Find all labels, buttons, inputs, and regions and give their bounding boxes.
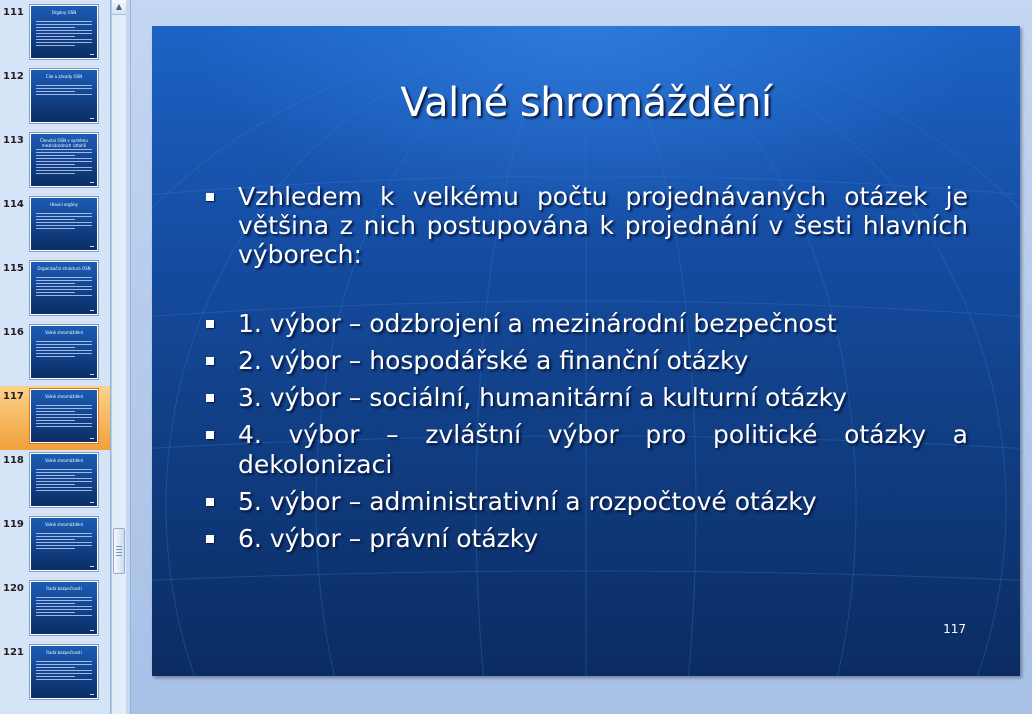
square-bullet-icon [206, 193, 214, 201]
slide-thumbnail-116[interactable] [0, 322, 110, 386]
bullet-text: 4. výbor – zvláštní výbor pro politické otázky a dekolonizaci [238, 420, 968, 479]
thumbnail-text-line [36, 88, 92, 89]
thumbnail-text-line [36, 679, 92, 680]
thumbnail-text-line [36, 545, 92, 546]
thumbnail-text-line [36, 216, 92, 217]
thumbnail-text-line [36, 42, 92, 43]
thumbnail-frame[interactable] [29, 580, 99, 636]
thumbnail-frame[interactable] [29, 644, 99, 700]
thumbnail-text-line [36, 45, 75, 46]
scroll-up-arrow-icon[interactable]: ▲ [112, 0, 126, 15]
thumbnail-text-line [36, 161, 92, 162]
thumbnail-preview [31, 390, 97, 442]
thumbnail-page-mark [90, 246, 94, 247]
thumbnail-text-line [36, 350, 92, 351]
slide-thumbnail-120[interactable] [0, 578, 110, 642]
scrollbar-thumb[interactable] [113, 528, 125, 574]
slide-thumbnail-114[interactable] [0, 194, 110, 258]
thumbnail-title: Valné shromáždění [45, 522, 83, 527]
thumbnail-text-line [36, 670, 92, 671]
thumbnail-number: 119 [3, 519, 24, 530]
thumbnail-text-line [36, 155, 75, 156]
square-bullet-icon [206, 431, 214, 439]
slide-thumbnail-119[interactable] [0, 514, 110, 578]
thumbnail-text-line [36, 423, 92, 424]
thumbnail-title: Valné shromáždění [45, 394, 83, 399]
thumbnail-text-line [36, 600, 92, 601]
thumbnail-text-line [36, 295, 92, 296]
bullet-item-2[interactable] [204, 346, 968, 376]
thumbnail-frame[interactable] [29, 452, 99, 508]
thumbnail-text-line [36, 27, 75, 28]
thumbnail-text-lines [36, 21, 92, 48]
thumbnail-text-line [36, 606, 92, 607]
thumbnail-text-line [36, 548, 75, 549]
thumbnail-number: 111 [3, 7, 24, 18]
thumbnail-text-line [36, 478, 92, 479]
thumbnail-text-line [36, 597, 92, 598]
thumbnail-text-line [36, 170, 92, 171]
thumbnail-number: 114 [3, 199, 24, 210]
thumbnail-text-line [36, 280, 92, 281]
thumbnail-text-line [36, 539, 75, 540]
bullet-item-5[interactable] [204, 487, 968, 517]
thumbnail-title: Organizační struktura OSN [37, 266, 91, 271]
thumbnail-number: 120 [3, 583, 24, 594]
thumbnail-page-mark [90, 502, 94, 503]
thumbnail-text-line [36, 277, 92, 278]
thumbnail-text-line [36, 469, 92, 470]
thumbnail-text-lines [36, 469, 92, 493]
thumbnail-text-lines [36, 149, 92, 176]
thumbnail-text-line [36, 21, 92, 22]
thumbnail-frame[interactable] [29, 68, 99, 124]
current-slide[interactable] [152, 26, 1020, 676]
thumbnail-text-line [36, 353, 92, 354]
thumbnail-text-line [36, 487, 92, 488]
thumbnail-text-line [36, 475, 75, 476]
slide-thumbnail-113[interactable] [0, 130, 110, 194]
thumbnail-text-line [36, 347, 75, 348]
thumbnail-preview [31, 70, 97, 122]
slide-thumbnail-118[interactable] [0, 450, 110, 514]
thumbnail-frame[interactable] [29, 324, 99, 380]
thumbnail-text-line [36, 213, 92, 214]
bullet-intro[interactable] [204, 182, 968, 269]
thumbnail-title: Valné shromáždění [45, 330, 83, 335]
thumbnail-text-line [36, 94, 92, 95]
thumbnail-text-line [36, 158, 92, 159]
thumbnail-number: 121 [3, 647, 24, 658]
thumbnail-page-mark [90, 182, 94, 183]
thumbnail-text-line [36, 472, 92, 473]
thumbnail-preview [31, 262, 97, 314]
slide-number: 117 [943, 622, 966, 636]
thumbnail-text-lines [36, 533, 92, 551]
thumbnail-frame[interactable] [29, 4, 99, 60]
thumbnail-text-lines [36, 597, 92, 618]
thumbnail-text-lines [36, 341, 92, 359]
thumbnail-text-line [36, 39, 92, 40]
slide-thumbnails-pane [0, 0, 111, 714]
thumbnail-preview [31, 454, 97, 506]
thumbnail-text-line [36, 219, 75, 220]
thumbnail-title: Rada bezpečnosti [46, 586, 82, 591]
thumbnail-text-line [36, 676, 75, 677]
bullet-item-4[interactable] [204, 420, 968, 480]
square-bullet-icon [206, 498, 214, 506]
thumbnail-text-line [36, 664, 92, 665]
square-bullet-icon [206, 357, 214, 365]
thumbnail-text-line [36, 341, 92, 342]
thumbnail-text-line [36, 609, 92, 610]
thumbnail-text-line [36, 417, 92, 418]
thumbnail-text-line [36, 164, 75, 165]
thumbnail-preview [31, 198, 97, 250]
thumbnail-text-lines [36, 405, 92, 429]
thumbnail-preview [31, 326, 97, 378]
thumbnail-text-line [36, 289, 92, 290]
thumbnail-page-mark [90, 374, 94, 375]
thumbnail-page-mark [90, 118, 94, 119]
bullet-item-3[interactable] [204, 383, 968, 413]
thumbnail-text-line [36, 533, 92, 534]
thumbnail-text-line [36, 149, 92, 150]
thumbnail-text-line [36, 673, 92, 674]
thumbnail-title: Hlavní orgány [50, 202, 78, 207]
slide-thumbnail-111[interactable] [0, 2, 110, 66]
thumbnail-text-line [36, 612, 75, 613]
thumbnail-preview [31, 582, 97, 634]
thumbnail-number: 112 [3, 71, 24, 82]
thumbnail-text-line [36, 344, 92, 345]
slide-bullet-list[interactable] [204, 182, 968, 561]
thumbnail-text-line [36, 420, 75, 421]
thumbnail-text-line [36, 85, 92, 86]
square-bullet-icon [206, 535, 214, 543]
thumbnail-number: 116 [3, 327, 24, 338]
thumbnail-text-line [36, 36, 75, 37]
thumbnail-text-lines [36, 213, 92, 231]
thumbnail-title: Orgány OSN [51, 10, 77, 15]
thumbnail-text-line [36, 292, 75, 293]
slide-title[interactable]: Valné shromáždění [400, 80, 772, 126]
thumbnail-number: 117 [3, 391, 24, 402]
thumbnail-text-line [36, 152, 92, 153]
slide-thumbnail-112[interactable] [0, 66, 110, 130]
thumbnail-preview [31, 6, 97, 58]
thumbnail-text-line [36, 167, 92, 168]
thumbnail-page-mark [90, 438, 94, 439]
thumbnail-text-line [36, 667, 75, 668]
thumbnail-text-line [36, 30, 92, 31]
thumbnail-text-line [36, 411, 75, 412]
slide-thumbnail-115[interactable] [0, 258, 110, 322]
thumbnail-text-line [36, 91, 75, 92]
bullet-text: 1. výbor – odzbrojení a mezinárodní bezpečnost [238, 309, 837, 338]
bullet-item-1[interactable] [204, 309, 968, 339]
thumbnail-page-mark [90, 54, 94, 55]
thumbnail-text-line [36, 603, 75, 604]
thumbnail-text-line [36, 222, 92, 223]
slide-thumbnail-121[interactable] [0, 642, 110, 706]
slide-thumbnail-117[interactable] [0, 386, 110, 450]
square-bullet-icon [206, 320, 214, 328]
bullet-text: 3. výbor – sociální, humanitární a kulturní otázky [238, 383, 847, 412]
thumbnail-frame[interactable] [29, 132, 99, 188]
thumbnail-text-line [36, 33, 92, 34]
bullet-text: 2. výbor – hospodářské a finanční otázky [238, 346, 749, 375]
thumbnail-title: Valné shromáždění [45, 458, 83, 463]
thumbnail-preview [31, 518, 97, 570]
thumbnail-preview [31, 646, 97, 698]
thumbnail-number: 115 [3, 263, 24, 274]
bullet-item-6[interactable] [204, 524, 968, 554]
thumbnail-title: Členství OSN v systému mezinárodních vztahů [40, 138, 88, 148]
thumbnail-text-line [36, 426, 92, 427]
thumbnail-text-lines [36, 661, 92, 682]
thumbnail-text-line [36, 484, 75, 485]
thumbnail-text-line [36, 405, 92, 406]
thumbnail-text-line [36, 615, 92, 616]
thumbnail-text-line [36, 542, 92, 543]
thumbnail-page-mark [90, 694, 94, 695]
thumbnail-page-mark [90, 630, 94, 631]
thumbnail-text-line [36, 661, 92, 662]
thumbnail-text-line [36, 414, 92, 415]
thumbnail-text-line [36, 490, 92, 491]
thumbnail-text-line [36, 536, 92, 537]
bullet-text: 6. výbor – právní otázky [238, 524, 539, 553]
thumbnail-page-mark [90, 310, 94, 311]
thumbnail-text-line [36, 356, 75, 357]
thumbnail-preview [31, 134, 97, 186]
thumbnail-number: 118 [3, 455, 24, 466]
thumbnail-text-line [36, 283, 75, 284]
thumbnail-text-line [36, 228, 75, 229]
bullet-text: 5. výbor – administrativní a rozpočtové otázky [238, 487, 817, 516]
thumbnail-frame[interactable] [29, 388, 99, 444]
thumbnail-text-lines [36, 85, 92, 97]
square-bullet-icon [206, 394, 214, 402]
thumbnail-text-line [36, 286, 92, 287]
thumbnail-text-line [36, 481, 92, 482]
thumbnail-frame[interactable] [29, 196, 99, 252]
thumbnail-text-line [36, 173, 75, 174]
thumbnail-text-line [36, 24, 92, 25]
thumbnail-number: 113 [3, 135, 24, 146]
thumbnail-title: Rada bezpečnosti [46, 650, 82, 655]
scrollbar-grip-icon [116, 546, 122, 556]
thumbnail-text-lines [36, 277, 92, 298]
thumbnail-frame[interactable] [29, 516, 99, 572]
thumbnail-text-line [36, 225, 92, 226]
thumbnails-scrollbar[interactable] [111, 0, 127, 714]
thumbnail-text-line [36, 408, 92, 409]
thumbnail-frame[interactable] [29, 260, 99, 316]
thumbnail-page-mark [90, 566, 94, 567]
bullet-text: Vzhledem k velkému počtu projednávaných otázek je většina z nich postupována k projednání v šesti hlavních výborech: [238, 182, 968, 269]
thumbnail-title: Cíle a zásady OSN [45, 74, 83, 79]
